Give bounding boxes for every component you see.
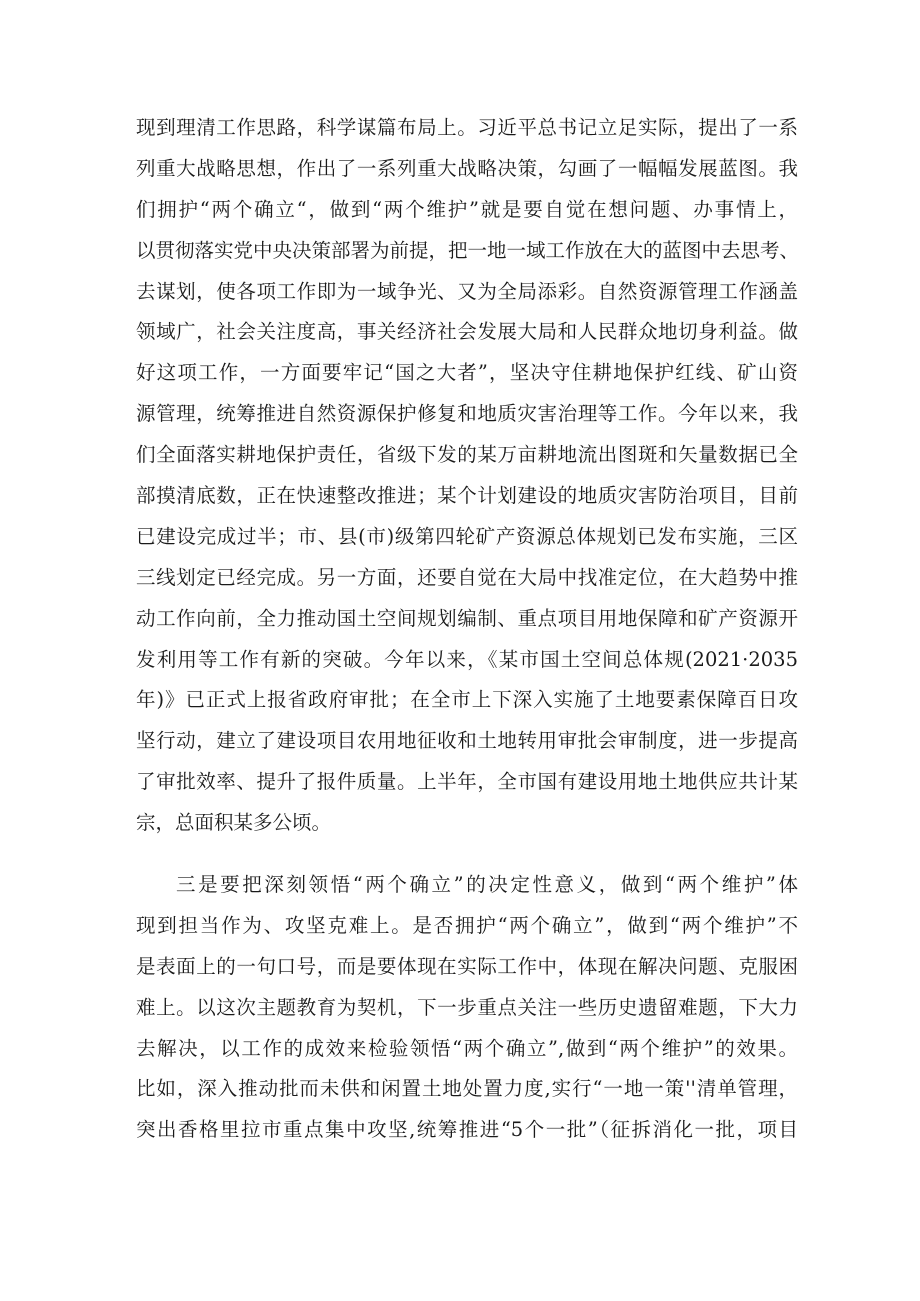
text-line: 宗，总面积某多公顷。: [136, 811, 332, 835]
text-line: 列重大战略思想，作出了一系列重大战略决策，勾画了一幅幅发展蓝图。我: [136, 156, 798, 180]
text-line: 突出香格里拉市重点集中攻坚,统筹推进“5个一批”（征拆消化一批，项目: [136, 1118, 798, 1142]
text-line: 三线划定已经完成。另一方面，还要自觉在大局中找准定位，在大趋势中推: [136, 565, 798, 589]
text-line: 难上。以这次主题教育为契机，下一步重点关注一些历史遗留难题，下大力: [136, 995, 798, 1019]
text-line: 们全面落实耕地保护责任，省级下发的某万亩耕地流出图斑和矢量数据已全: [136, 443, 798, 467]
text-line: 现到理清工作思路，科学谋篇布局上。习近平总书记立足实际，提出了一系: [136, 116, 798, 139]
text-line: 年)》已正式上报省政府审批；在全市上下深入实施了土地要素保障百日攻: [136, 688, 798, 712]
text-line: 以贯彻落实党中央决策部署为前提，把一地一域工作放在大的蓝图中去思考、: [136, 238, 800, 262]
text-line: 部摸清底数，正在快速整改推进；某个计划建设的地质灾害防治项目，目前: [136, 484, 798, 508]
text-line: 三是要把深刻领悟“两个确立”的决定性意义，做到“两个维护”体: [176, 873, 798, 897]
paragraph-1: [136, 108, 798, 844]
text-line: 领域广，社会关注度高，事关经济社会发展大局和人民群众地切身利益。做: [136, 320, 798, 344]
text-line: 坚行动，建立了建设项目农用地征收和土地转用审批会审制度，进一步提高: [136, 729, 798, 753]
text-line: 已建设完成过半；市、县(市)级第四轮矿产资源总体规划已发布实施，三区: [136, 524, 798, 548]
text-line: 发利用等工作有新的突破。今年以来，《某市国土空间总体规(2021·2035: [136, 647, 798, 671]
text-line: 了审批效率、提升了报件质量。上半年，全市国有建设用地土地供应共计某: [136, 770, 798, 794]
text-line: 好这项工作，一方面要牢记“国之大者”，坚决守住耕地保护红线、矿山资: [136, 361, 798, 385]
text-line: 去解决，以工作的成效来检验领悟“两个确立”,做到“两个维护”的效果。: [136, 1036, 798, 1060]
text-line: 是表面上的一句口号，而是要体现在实际工作中，体现在解决问题、克服困: [136, 954, 798, 978]
paragraph-2: [136, 865, 798, 1151]
text-line: 动工作向前，全力推动国土空间规划编制、重点项目用地保障和矿产资源开: [136, 606, 798, 630]
text-line: 去谋划，使各项工作即为一域争光、又为全局添彩。自然资源管理工作涵盖: [136, 279, 798, 303]
document-body: [136, 108, 798, 1151]
text-line: 们拥护“两个确立“，做到“两个维护”就是要自觉在想问题、办事情上，: [136, 197, 798, 221]
text-line: 源管理，统筹推进自然资源保护修复和地质灾害治理等工作。今年以来，我: [136, 402, 798, 426]
text-line: 比如，深入推动批而未供和闲置土地处置力度,实行“一地一策''清单管理，: [136, 1077, 798, 1101]
paragraph-gap: [136, 844, 798, 865]
text-line: 现到担当作为、攻坚克难上。是否拥护“两个确立”，做到“两个维护”不: [136, 913, 798, 937]
